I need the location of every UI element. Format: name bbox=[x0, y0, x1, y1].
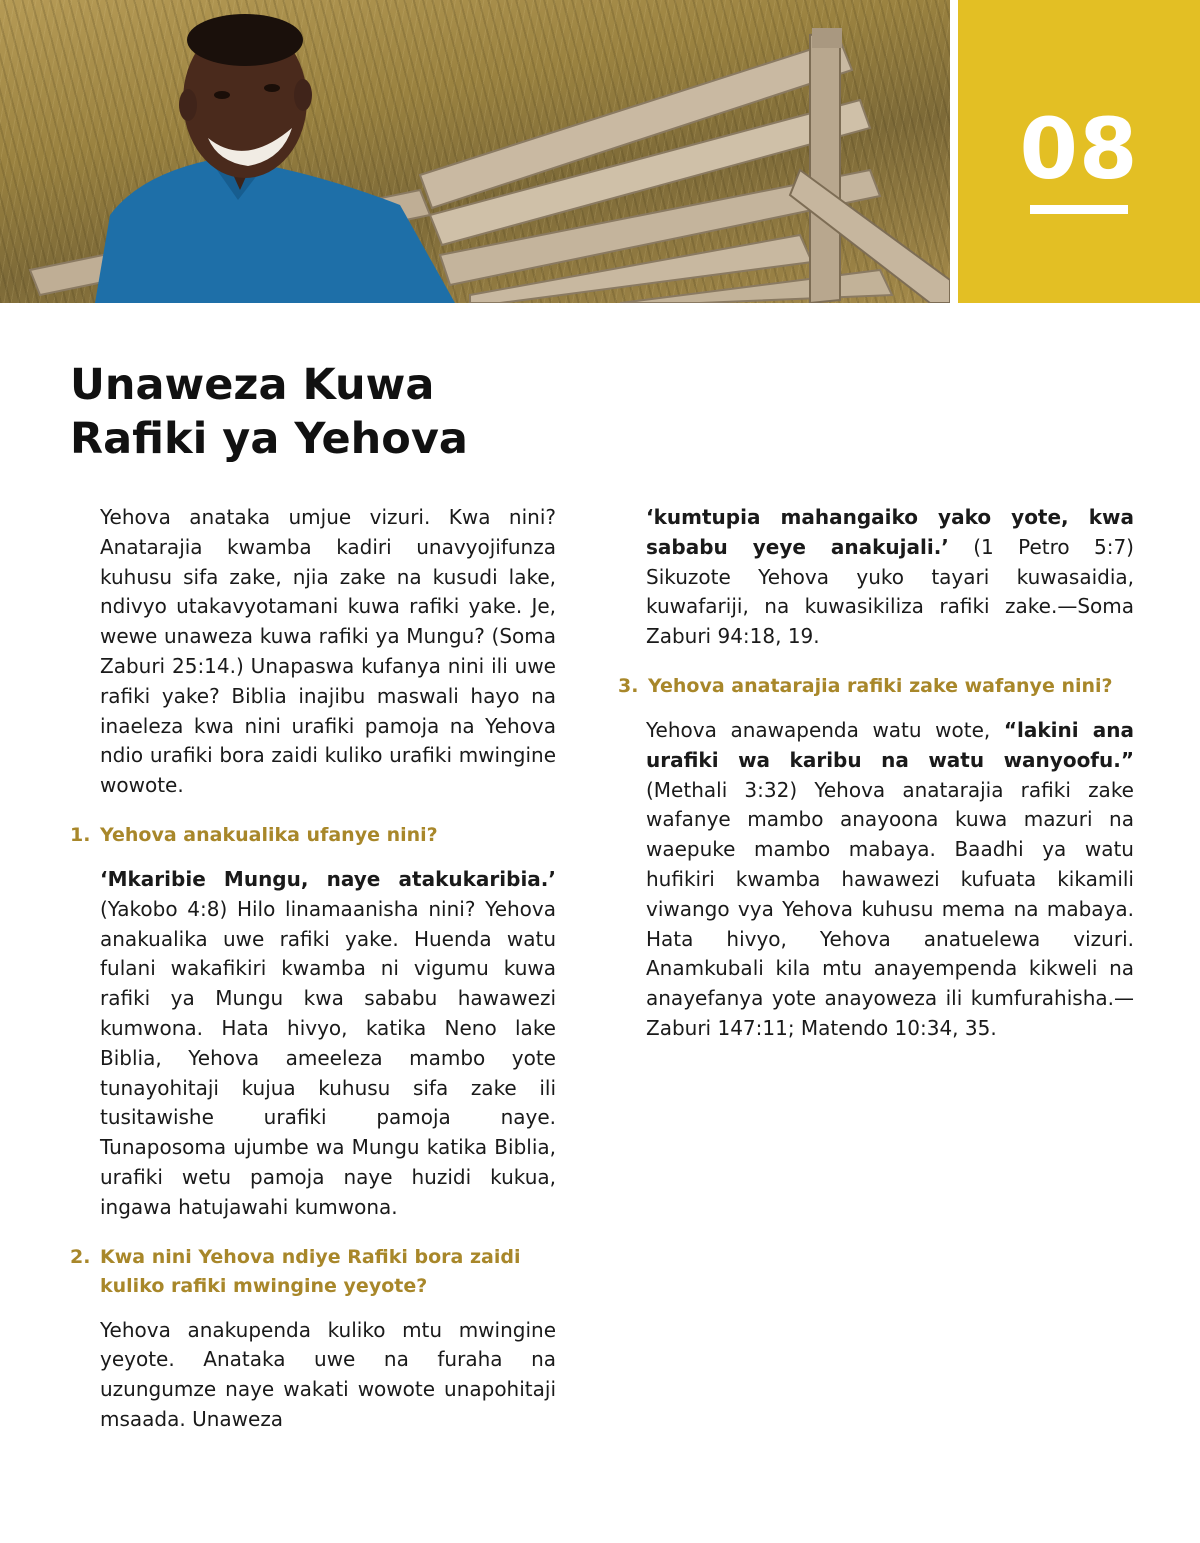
answer-text: (Yakobo 4:8) Hilo linamaanisha nini? Yehova anakualika uwe rafiki yake. Huenda watu fulani wakafikiri kwamba ni vigumu kuwa rafiki ya Mungu kwa sababu hawawezi kumwona. Hata hivyo, katika Neno lake Biblia, Yehova ameeleza mambo yote tunayohitaji kujua kuhusu sifa zake ili tusitawishe urafiki pamoja naye. Tunaposoma ujumbe wa Mungu katika Biblia, urafiki wetu pamoja naye huzidi kukua, ingawa hatujawahi kumwona. bbox=[100, 896, 556, 1219]
title-line-1: Unaweza Kuwa bbox=[70, 360, 435, 410]
page-title bbox=[70, 358, 468, 466]
smiling-man bbox=[95, 14, 455, 303]
question-text: Yehova anakualika ufanye nini? bbox=[100, 823, 438, 846]
answer-2-paragraph bbox=[100, 1316, 556, 1435]
chapter-underline bbox=[1030, 205, 1128, 214]
question-number: 1. bbox=[70, 823, 91, 846]
answer-text: (1 Petro 5:7) Sikuzote Yehova yuko tayari kuwasaidia, kuwafariji, na kuwasikiliza rafiki zake.—Soma Zaburi 94:18, 19. bbox=[646, 534, 1134, 649]
right-column bbox=[618, 503, 1134, 1044]
answer-text: Yehova anakupenda kuliko mtu mwingine yeyote. Anataka uwe na furaha na uzungumze naye wakati wowote unapohitaji msaada. Unaweza bbox=[100, 1317, 556, 1431]
question-text: Yehova anatarajia rafiki zake wafanye nini? bbox=[648, 674, 1113, 697]
question-2 bbox=[70, 1243, 556, 1301]
bench-and-man-illustration bbox=[0, 0, 950, 303]
left-column bbox=[70, 503, 556, 1435]
question-1 bbox=[70, 821, 556, 850]
answer-text: Yehova anawapenda watu wote, bbox=[646, 717, 1004, 742]
answer-3-paragraph bbox=[646, 716, 1134, 1044]
chapter-number: 08 bbox=[1019, 100, 1139, 198]
answer-text: (Methali 3:32) Yehova anatarajia rafiki zake wafanye mambo anayoona kuwa mazuri na waepuke mambo mabaya. Baadhi ya watu hufikiri kwamba hawawezi kufuata kikamili viwango vya Yehova kuhusu mema na mabaya. Hata hivyo, Yehova anatuelewa vizuri. Anamkubali kila mtu anayempenda kikweli na anayefanya yote anayoweza ili kumfurahisha.—Zaburi 147:11; Matendo 10:34, 35. bbox=[646, 777, 1134, 1040]
question-text: Kwa nini Yehova ndiye Rafiki bora zaidi kuliko rafiki mwingine yeyote? bbox=[100, 1245, 521, 1297]
answer-1-paragraph bbox=[100, 865, 556, 1223]
intro-paragraph: Yehova anataka umjue vizuri. Kwa nini? Anatarajia kwamba kadiri unavyojifunza kuhusu sifa zake, njia zake na kusudi lake, ndivyo utakavyotamani kuwa rafiki yake. Je, wewe unaweza kuwa rafiki ya Mungu? (Soma Zaburi 25:14.) Unapaswa kufanya nini ili uwe rafiki yake? Biblia inajibu maswali hayo na inaeleza kwa nini urafiki pamoja na Yehova ndio urafiki bora zaidi kuliko urafiki mwingine wowote. bbox=[100, 505, 556, 798]
hero-photo bbox=[0, 0, 950, 303]
question-number: 2. bbox=[70, 1245, 91, 1268]
scripture-quote: ‘kumtupia mahangaiko yako yote, kwa sababu yeye anakujali.’ bbox=[646, 505, 1134, 559]
title-line-2: Rafiki ya Yehova bbox=[70, 414, 468, 464]
question-3 bbox=[618, 672, 1134, 701]
chapter-badge bbox=[958, 0, 1200, 303]
scripture-quote: ‘Mkaribie Mungu, naye atakukaribia.’ bbox=[100, 866, 556, 891]
scripture-quote: “lakini ana urafiki wa karibu na watu wanyoofu.” bbox=[646, 717, 1134, 772]
answer-2-continued bbox=[646, 503, 1134, 652]
question-number: 3. bbox=[618, 674, 639, 697]
